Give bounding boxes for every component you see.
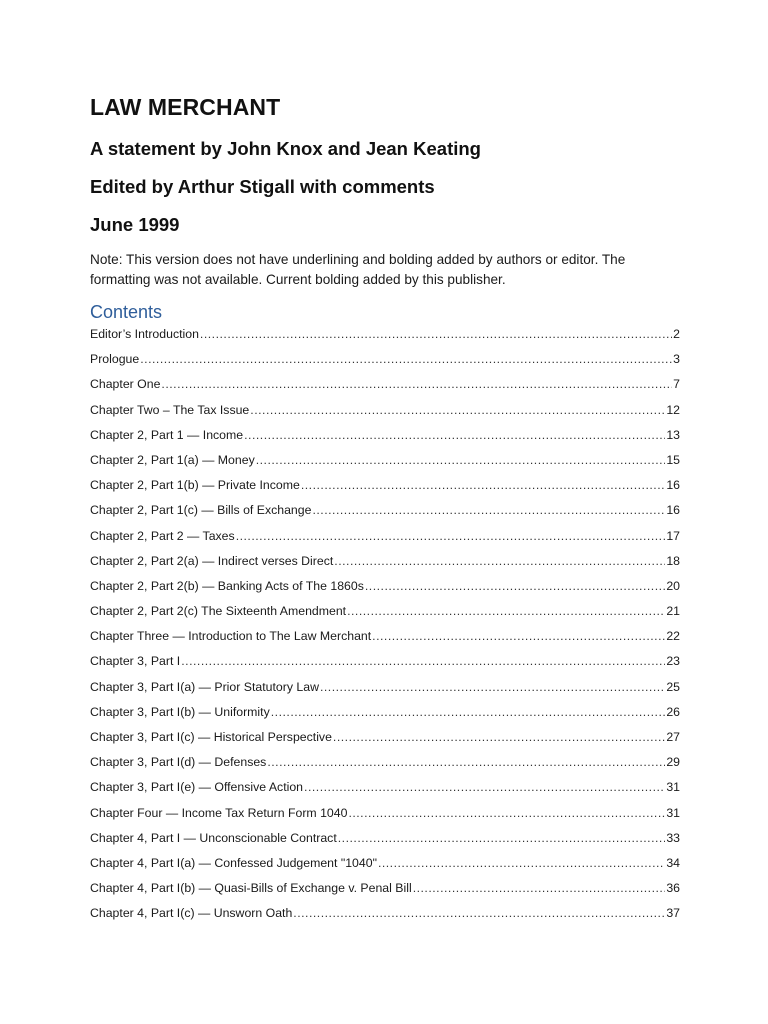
toc-entry[interactable]: [90, 327, 680, 352]
toc-entry-label: Chapter 2, Part 2(a) — Indirect verses Direct: [90, 553, 334, 568]
toc-dot-leader: [320, 680, 665, 694]
toc-entry-page-number: 23: [666, 654, 680, 669]
toc-entry[interactable]: [90, 403, 680, 428]
toc-entry[interactable]: [90, 554, 680, 579]
toc-dot-leader: [271, 705, 666, 719]
toc-entry-label: Chapter 3, Part I(b) — Uniformity: [90, 704, 270, 719]
toc-entry-label: Chapter 3, Part I(c) — Historical Perspective: [90, 730, 332, 744]
toc-entry[interactable]: [90, 881, 680, 906]
toc-dot-leader: [200, 327, 672, 341]
toc-dot-leader: [312, 503, 665, 517]
toc-entry-page-number: 7: [673, 377, 680, 392]
toc-dot-leader: [181, 654, 665, 668]
toc-entry[interactable]: [90, 604, 680, 629]
toc-entry[interactable]: [90, 428, 680, 453]
toc-entry[interactable]: [90, 806, 680, 831]
toc-entry-page-number: 12: [666, 402, 680, 417]
toc-entry-label: Chapter 4, Part I(c) — Unsworn Oath: [90, 906, 293, 921]
toc-entry[interactable]: [90, 831, 680, 856]
toc-entry-label: Chapter 2, Part 2(c) The Sixteenth Amendment: [90, 604, 347, 619]
toc-dot-leader: [301, 478, 665, 492]
toc-entry-label: Chapter Three — Introduction to The Law Merchant: [90, 629, 372, 644]
document-date: June 1999: [90, 214, 180, 235]
toc-entry-label: Chapter One: [90, 377, 161, 392]
toc-entry-page-number: 20: [666, 578, 680, 593]
toc-entry-label: Chapter 3, Part I(a) — Prior Statutory Law: [90, 679, 319, 694]
toc-dot-leader: [372, 629, 665, 643]
toc-heading: Contents: [90, 302, 163, 322]
formatting-note: Note: This version does not have underlining and bolding added by authors or editor. The formatting was not available. Current bolding added by this publisher.: [90, 252, 626, 287]
toc-entry-page-number: 33: [666, 830, 680, 845]
toc-entry-page-number: 31: [666, 805, 680, 820]
toc-entry-label: Chapter 2, Part 1(a) — Money: [90, 452, 255, 467]
table-of-contents: [90, 327, 680, 932]
toc-entry-page-number: 36: [666, 881, 680, 896]
toc-entry[interactable]: [90, 705, 680, 730]
toc-entry-label: Chapter 2, Part 2(b) — Banking Acts of The 1860s: [90, 578, 364, 593]
toc-dot-leader: [304, 780, 665, 794]
toc-entry-label: Chapter 2, Part 2 — Taxes: [90, 528, 235, 543]
toc-dot-leader: [413, 881, 666, 895]
toc-entry[interactable]: [90, 906, 680, 931]
toc-entry-label: Chapter Four — Income Tax Return Form 1040: [90, 805, 348, 820]
toc-entry[interactable]: [90, 680, 680, 705]
toc-entry-page-number: 16: [666, 478, 680, 493]
toc-entry-page-number: 31: [666, 780, 680, 795]
toc-dot-leader: [365, 579, 665, 593]
toc-entry[interactable]: [90, 377, 680, 402]
toc-entry[interactable]: [90, 503, 680, 528]
toc-entry-label: Editor’s Introduction: [90, 327, 199, 341]
toc-dot-leader: [347, 604, 665, 618]
toc-entry-page-number: 16: [666, 503, 680, 518]
toc-dot-leader: [256, 453, 666, 467]
toc-dot-leader: [236, 529, 666, 543]
toc-entry[interactable]: [90, 780, 680, 805]
toc-entry-page-number: 29: [666, 755, 680, 770]
document-subtitle: A statement by John Knox and Jean Keating: [90, 138, 481, 159]
toc-entry-page-number: 27: [666, 730, 680, 744]
toc-entry-page-number: 18: [666, 553, 680, 568]
editor-line: Edited by Arthur Stigall with comments: [90, 176, 435, 197]
toc-entry-page-number: 3: [673, 352, 680, 367]
toc-entry-label: Prologue: [90, 352, 140, 367]
toc-entry-page-number: 21: [666, 604, 680, 619]
toc-entry-label: Chapter 3, Part I(d) — Defenses: [90, 755, 267, 770]
toc-entry[interactable]: [90, 755, 680, 780]
toc-dot-leader: [244, 428, 665, 442]
toc-entry[interactable]: [90, 352, 680, 377]
toc-entry-page-number: 13: [666, 427, 680, 442]
toc-dot-leader: [334, 554, 665, 568]
toc-entry-page-number: 25: [666, 679, 680, 694]
toc-dot-leader: [250, 403, 665, 417]
toc-dot-leader: [348, 806, 665, 820]
toc-entry-page-number: 2: [673, 327, 680, 341]
toc-dot-leader: [267, 755, 665, 769]
toc-entry-label: Chapter 4, Part I(b) — Quasi-Bills of Exchange v. Penal Bill: [90, 881, 412, 896]
document-body: [90, 94, 680, 932]
toc-entry[interactable]: [90, 730, 680, 755]
toc-entry-page-number: 37: [666, 906, 680, 921]
toc-entry[interactable]: [90, 529, 680, 554]
toc-entry-label: Chapter 2, Part 1(c) — Bills of Exchange: [90, 503, 312, 518]
toc-entry-page-number: 15: [666, 452, 680, 467]
toc-entry-label: Chapter 3, Part I(e) — Offensive Action: [90, 780, 304, 795]
toc-dot-leader: [338, 831, 666, 845]
toc-entry[interactable]: [90, 654, 680, 679]
toc-entry-label: Chapter Two – The Tax Issue: [90, 402, 250, 417]
toc-entry-label: Chapter 2, Part 1(b) — Private Income: [90, 478, 300, 493]
toc-dot-leader: [140, 352, 672, 366]
toc-dot-leader: [161, 377, 672, 391]
toc-entry[interactable]: [90, 453, 680, 478]
toc-entry-label: Chapter 3, Part I: [90, 654, 181, 669]
toc-entry-label: Chapter 2, Part 1 — Income: [90, 427, 244, 442]
toc-entry-page-number: 34: [666, 855, 680, 870]
toc-entry[interactable]: [90, 856, 680, 881]
toc-dot-leader: [333, 730, 665, 744]
toc-entry-page-number: 17: [666, 528, 680, 543]
toc-entry-page-number: 22: [666, 629, 680, 644]
document-title: LAW MERCHANT: [90, 94, 281, 120]
toc-entry-label: Chapter 4, Part I — Unconscionable Contract: [90, 830, 337, 845]
toc-entry-label: Chapter 4, Part I(a) — Confessed Judgement "1040": [90, 855, 377, 870]
toc-entry[interactable]: [90, 629, 680, 654]
toc-entry[interactable]: [90, 478, 680, 503]
toc-entry[interactable]: [90, 579, 680, 604]
toc-dot-leader: [293, 906, 665, 920]
toc-dot-leader: [378, 856, 665, 870]
toc-entry-page-number: 26: [666, 704, 680, 719]
